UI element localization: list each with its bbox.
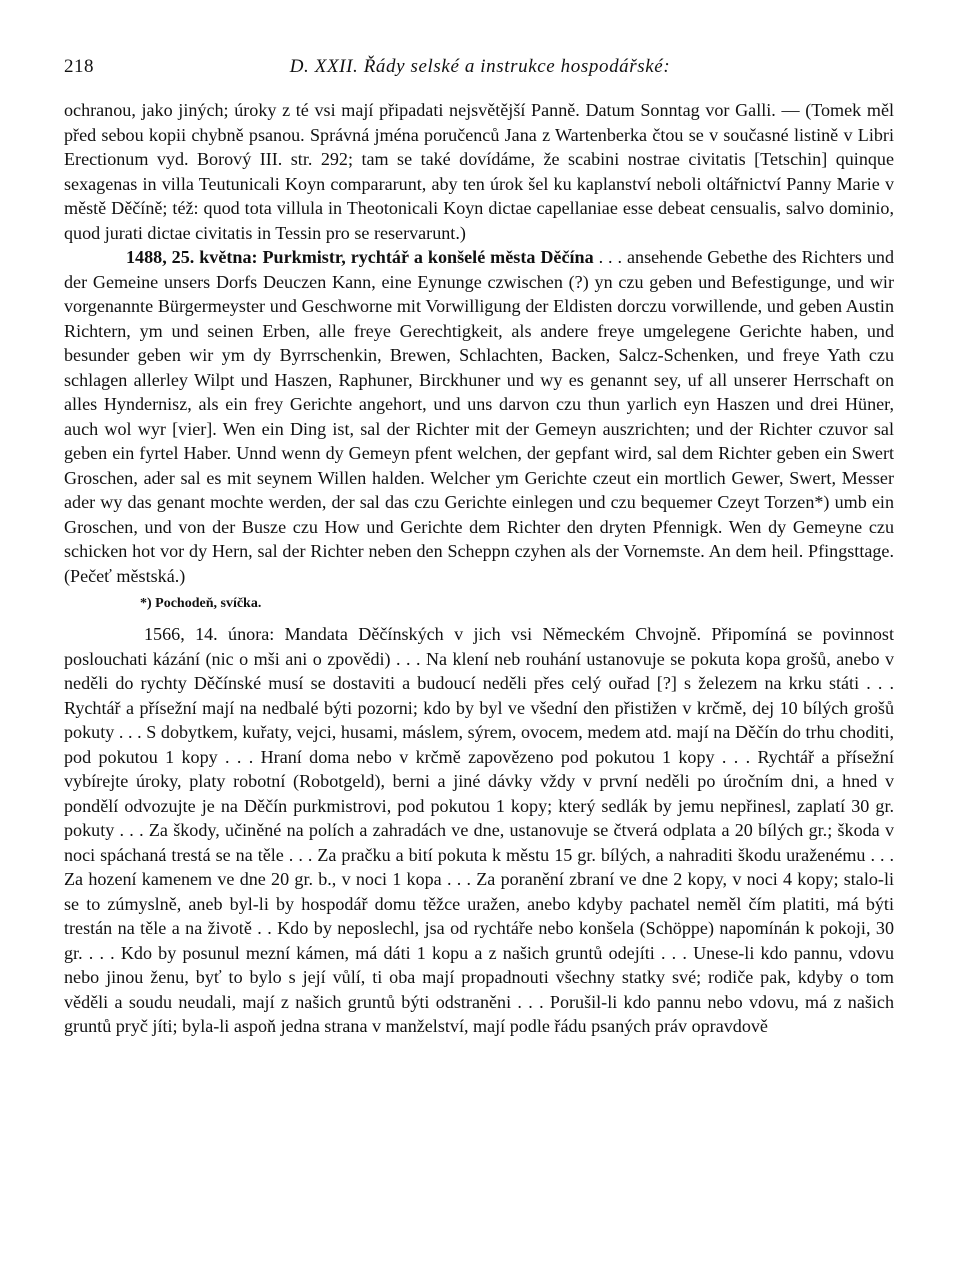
paragraph-continuation: ochranou, jako jiných; úroky z té vsi mají připadati nejsvětější Panně. Datum Sonntag vor Galli. — (Tomek měl před sebou kopii chybně psanou. Správná jména poručenců Jana z Wartenberka čtou se v současné listině v Libri Erectionum vyd. Borový III. str. 292; tam se také dovídáme, že scabini nostrae civitatis [Tetschin] quinque sexagenas in villa Teutunicali Koyn compararunt, aby ten úrok šel ku kaplanství neboli oltářnictví Panny Marie v městě Děčíně; též: quod tota villula in Theotonicali Koyn dictae capellaniae esse debeat censualis, salvo dominio, quod jurati dictae civitatis in Tessin pro se reservarunt.) <box>64 100 894 243</box>
paragraph-1488-body: . . . ansehende Gebethe des Richters und der Gemeine unsers Dorfs Deuczen Kann, eine Eynunge czwischen (?) yn czu geben und Befestigunge, und wir vorgenannte Bürgermeyster und Geschworne mit Vorwilligung der Eldisten dorczu vorwillende, und geben Austin Richtern, ym und seinen Erben, alle freye Gerechtigkeit, als andere freye umgelegene Gerichte haben, und besunder geben wir ym dy Byrrschenkin, Brewen, Schlachten, Backen, Salcz-Schenken, und freye Yath czu schlagen allerley Wilpt und Haszen, Raphuner, Birckhuner und wy es genannt sey, uf all unserer Herrschaft on alles Hyndernisz, als ein frey Gerichte angehort, und uns darvon czu thun yarlich eyn Haszen und drei Hüner, auch wol wyr [vier]. Wen ein Ding ist, sal der Richter mit der Gemeyn auszrichten; und der Richter czuvor sal geben ein fyrtel Haber. Unnd wenn dy Gemeyn pfent welchen, der gepfant wird, sal dem Richter geben ein Swert Groschen, ader sal es mit seynem Willen halden. Welcher ym Gerichte czeut ein mortlich Gewer, Swert, Messer ader wy das genant mochte werden, der sal das czu Gerichte einlegen und czu bequemer Czeyt Torzen*) umb ein Groschen, und von der Busze czu How und Gerichte dem Richter den dryten Pfennigk. Wen dy Gemeyne czu schicken hot vor dy Hern, sal der Richter neben den Scheppn czyhen als der Vornemste. An dem heil. Pfingsttage. (Pečeť městská.) <box>64 247 894 586</box>
page-number: 218 <box>64 56 94 77</box>
footnote: *) Pochodeň, svíčka. <box>140 596 262 611</box>
page-header <box>64 56 896 86</box>
running-title: D. XXII. Řády selské a instrukce hospodářské: <box>289 56 671 77</box>
paragraph-1488-heading: 1488, 25. května: Purkmistr, rychtář a konšelé města Děčína <box>126 247 594 267</box>
paragraph-1488 <box>64 245 894 588</box>
body-text <box>64 98 894 1039</box>
paragraph-1566-heading: 1566, 14. února: Mandata Děčínských v jich vsi Německém Chvojně. <box>144 624 702 644</box>
paragraph-1566-body: Připomíná se povinnost poslouchati kázání (nic o mši ani o zpovědi) . . . Na klení neb rouhání ustanovuje se pokuta kopa grošů, anebo v neděli do rychty Děčínské musí se dostaviti a budoucí neděli přes celý ouřad [?] s železem na krku státi . . . Rychtář a přísežní mají na nedbalé býti pozorni; kdo by byl ve všední den přistižen v krčmě, dej 10 bílých grošů pokuty . . . S dobytkem, kuřaty, vejci, husami, máslem, sýrem, ovocem, medem atd. mají na Děčín do trhu choditi, pod pokutou 1 kopy . . . Hraní doma nebo v krčmě zapovězeno pod pokutou 1 kopy . . . Rychtář a přísežní vybírejte úroky, platy robotní (Robotgeld), berni a jiné dávky vždy v první neděli po úročním dni, a hned v pondělí odvozujte je na Děčín purkmistrovi, pod pokutou 1 kopy; který sedlák by jemu nepřinesl, zaplatí 30 gr. pokuty . . . Za škody, učiněné na polích a zahradách ve dne, ustanovuje se čtverá odplata a 20 bílých gr.; škoda v noci spáchaná trestá se na těle . . . Za pračku a bití pokuta k městu 15 gr. bílých, a nahraditi škodu uraženému . . . Za hození kamenem ve dne 20 gr. b., v noci 1 kopa . . . Za poranění zbraní ve dne 2 kopy, v noci 4 kopy; stalo-li se to zúmyslně, aneb byl-li by hospodář domu těžce uražen, anebo kdyby pachatel neměl čím platiti, má býti trestán na těle a na životě . . Kdo by neposlechl, jsa od rychtáře nebo konšela (Schöppe) napomínán k pokoji, 30 gr. . . . Kdo by posunul mezní kámen, má dáti 1 kopu a z našich gruntů odejíti . . . Unese-li kdo pannu, vdovu nebo jinou ženu, byť to bylo s její vůlí, ti oba mají propadnouti všechny statky své; rodiče pak, kdyby o tom věděli a soudu neudali, mají z našich gruntů býti odstraněni . . . Porušil-li kdo pannu nebo vdovu, má z našich gruntů pryč jíti; byla-li aspoň jedna strana v manželství, mají podle řádu psaných práv opravdově <box>64 624 894 1036</box>
paragraph-1566 <box>64 622 894 1039</box>
